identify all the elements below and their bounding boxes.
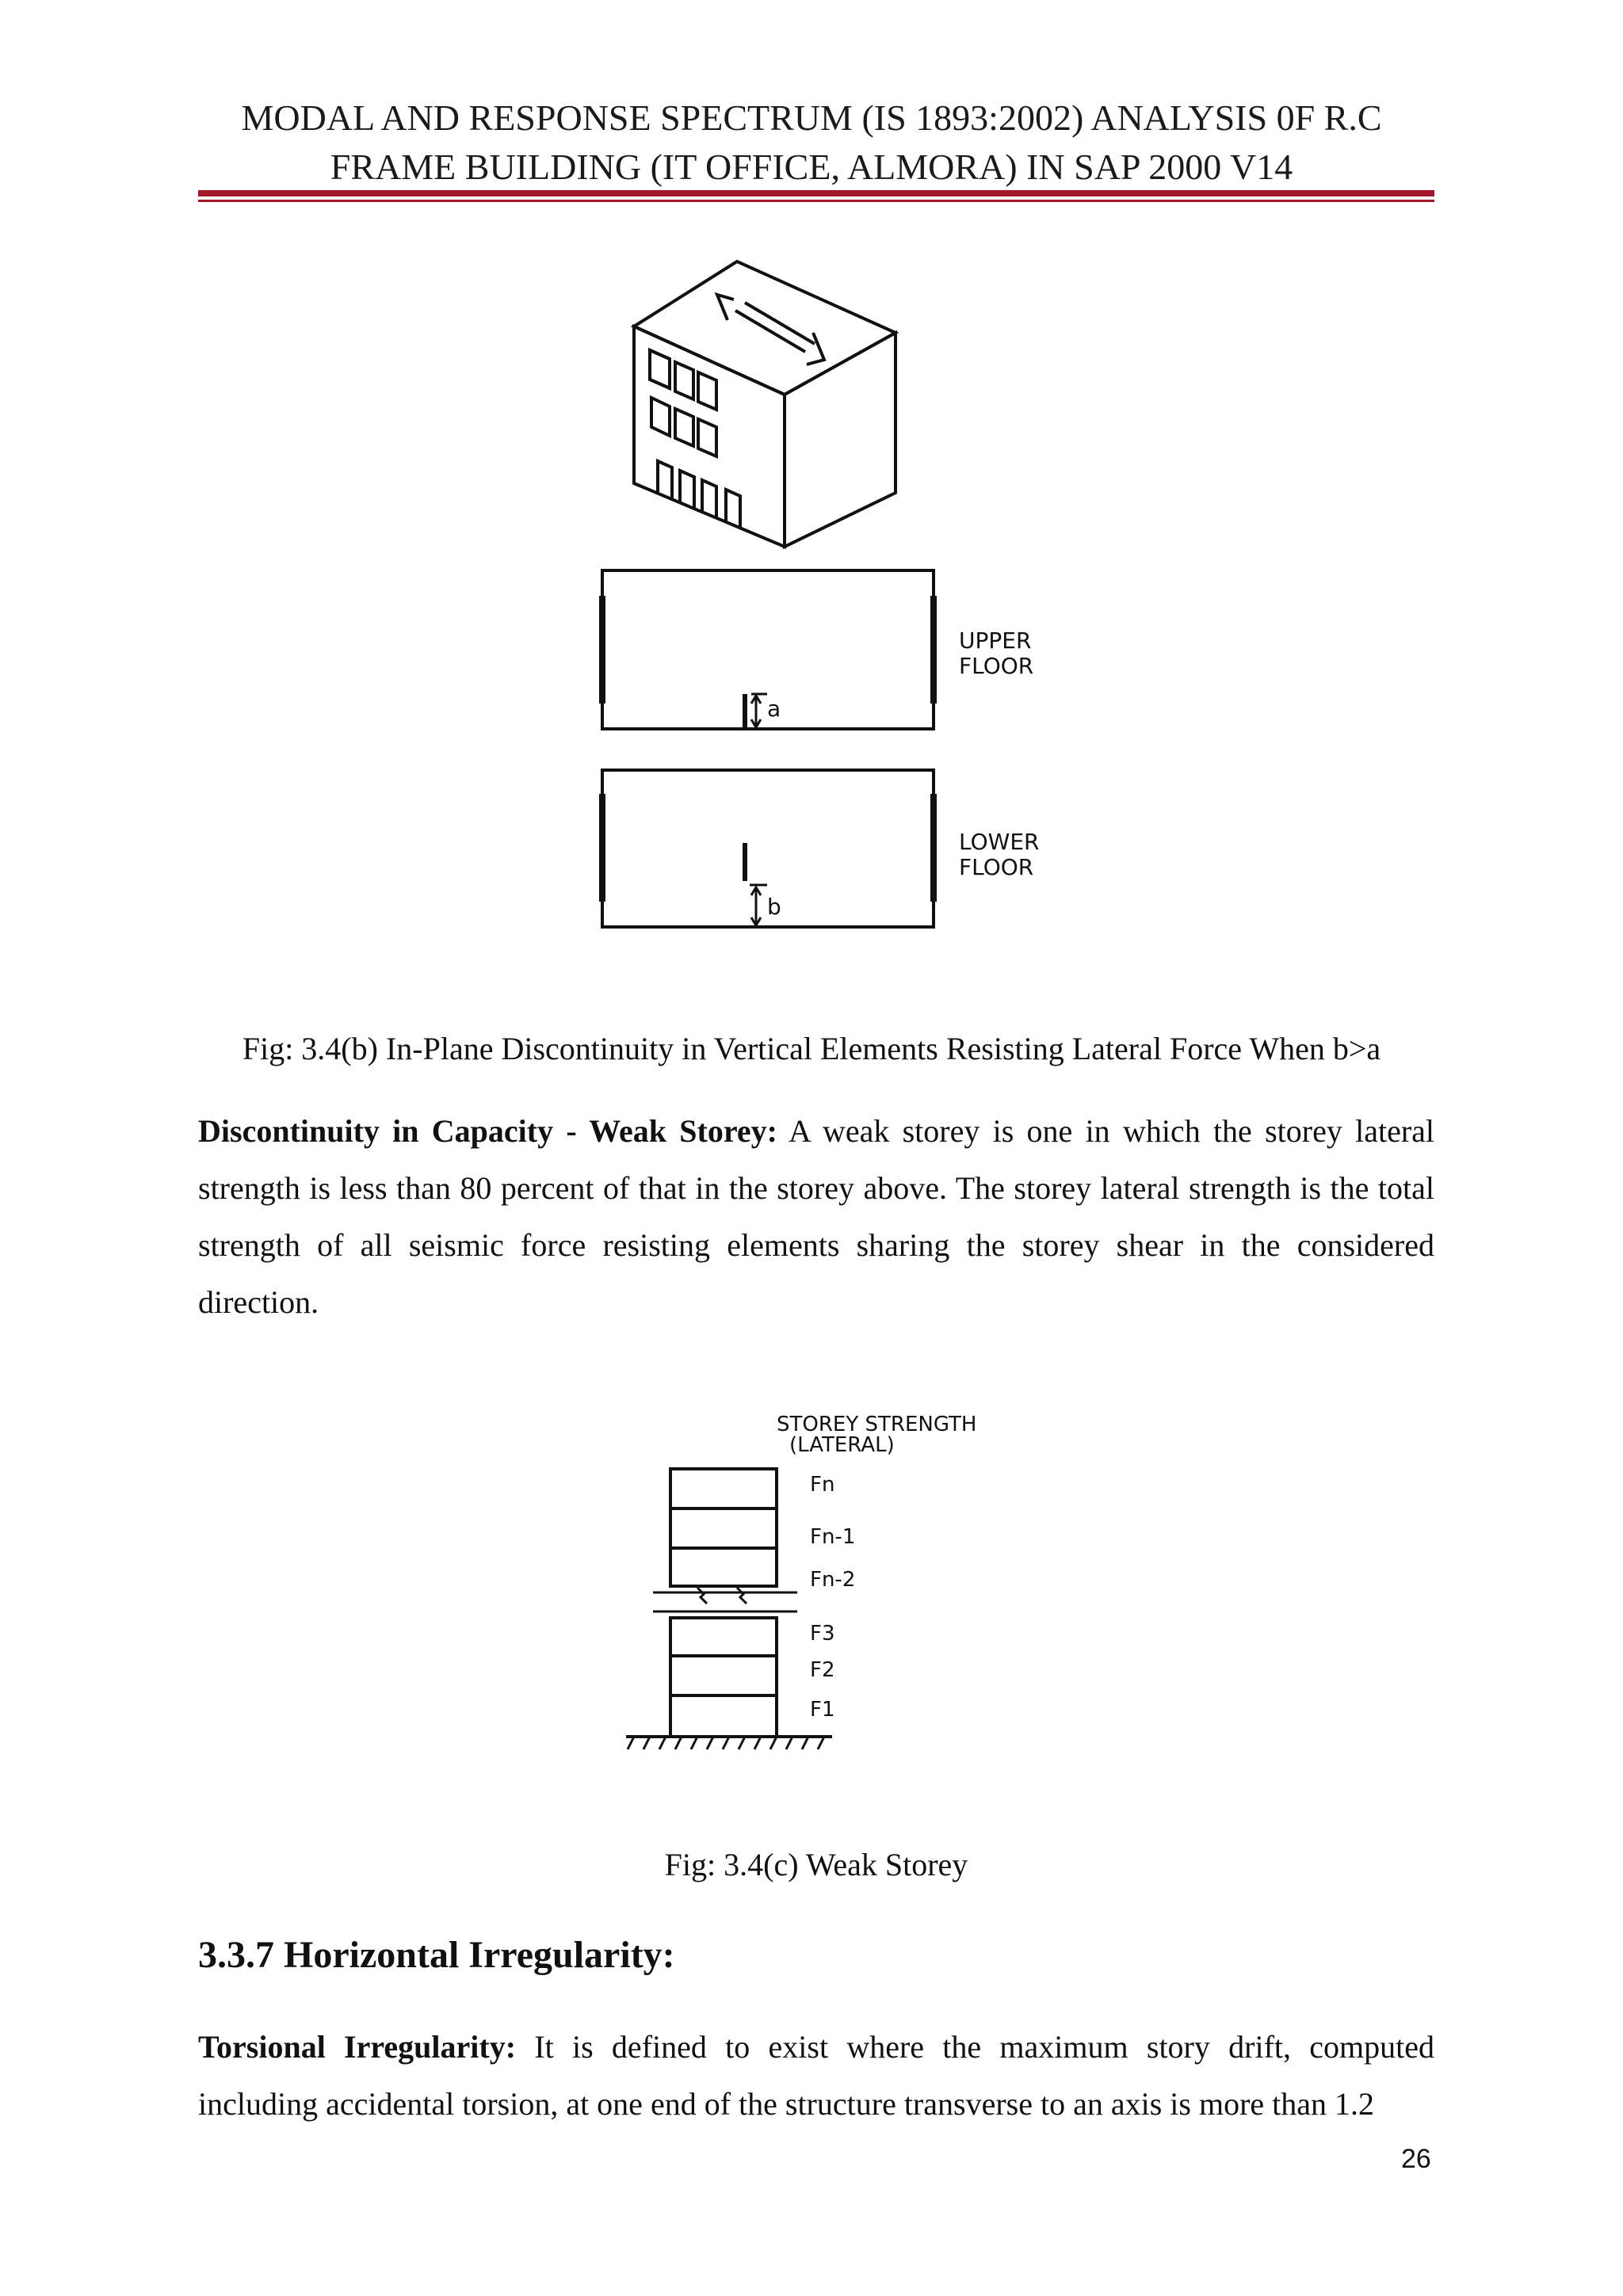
figure-b-caption: Fig: 3.4(b) In-Plane Discontinuity in Vertical Elements Resisting Lateral Force When b>a [242,1031,1381,1066]
dimension-a-marker [751,694,767,729]
label-fn: Fn [810,1473,835,1497]
torsional-text: It is defined to exist where the maximum story drift, computed including accidental torsion, at one end of the structure transverse to an axis is more than 1.2 [198,2029,1435,2122]
label-f3: F3 [810,1622,835,1646]
label-fn-2: Fn-2 [810,1568,856,1592]
figure-weak-storey [602,1402,1046,1798]
weak-storey-term: Discontinuity in Capacity - Weak Storey: [198,1113,777,1149]
storey-strength-subtitle: (LATERAL) [789,1433,895,1457]
header-rule-thin [198,200,1434,202]
building-front-face [634,326,785,547]
figure-c-caption: Fig: 3.4(c) Weak Storey [664,1847,968,1882]
storey-strength-title: STOREY STRENGTH [777,1413,977,1436]
building-column-openings [658,461,740,528]
weak-storey-text: A weak storey is one in which the storey lateral strength is less than 80 percent of that in the storey above. The storey lateral strength is the total strength of all seismic force resisting elements sharing the storey shear in the considered direction. [198,1113,1435,1320]
header-line-1: MODAL AND RESPONSE SPECTRUM (IS 1893:2002) ANALYSIS 0F R.C [241,97,1382,138]
stack-break-symbol [653,1588,797,1611]
header-rule-thick [198,190,1434,196]
building-side-face [785,333,896,547]
dimension-b-marker [750,885,767,925]
storey-stack-upper [670,1469,777,1586]
figure-in-plane-discontinuity [555,254,1125,959]
label-dim-a: a [767,696,781,722]
label-f1: F1 [810,1698,835,1722]
building-windows [650,350,716,456]
torsional-term: Torsional Irregularity: [198,2029,517,2065]
torsional-paragraph [198,2019,1434,2133]
label-lower: LOWER [959,829,1040,855]
section-heading: 3.3.7 Horizontal Irregularity: [198,1934,675,1976]
header-line-2: FRAME BUILDING (IT OFFICE, ALMORA) IN SAP 2000 V14 [330,147,1293,187]
double-arrow-icon [717,295,824,364]
label-lower-floor: FLOOR [959,854,1034,880]
label-upper-floor: FLOOR [959,653,1034,679]
ground-hatching [628,1737,824,1749]
weak-storey-paragraph [198,1103,1434,1331]
label-f2: F2 [810,1658,835,1682]
page-number: 26 [1401,2144,1431,2174]
label-fn-1: Fn-1 [810,1525,856,1549]
running-header [0,93,1623,192]
storey-stack-lower [670,1618,777,1737]
label-dim-b: b [767,894,781,920]
label-upper: UPPER [959,627,1032,654]
